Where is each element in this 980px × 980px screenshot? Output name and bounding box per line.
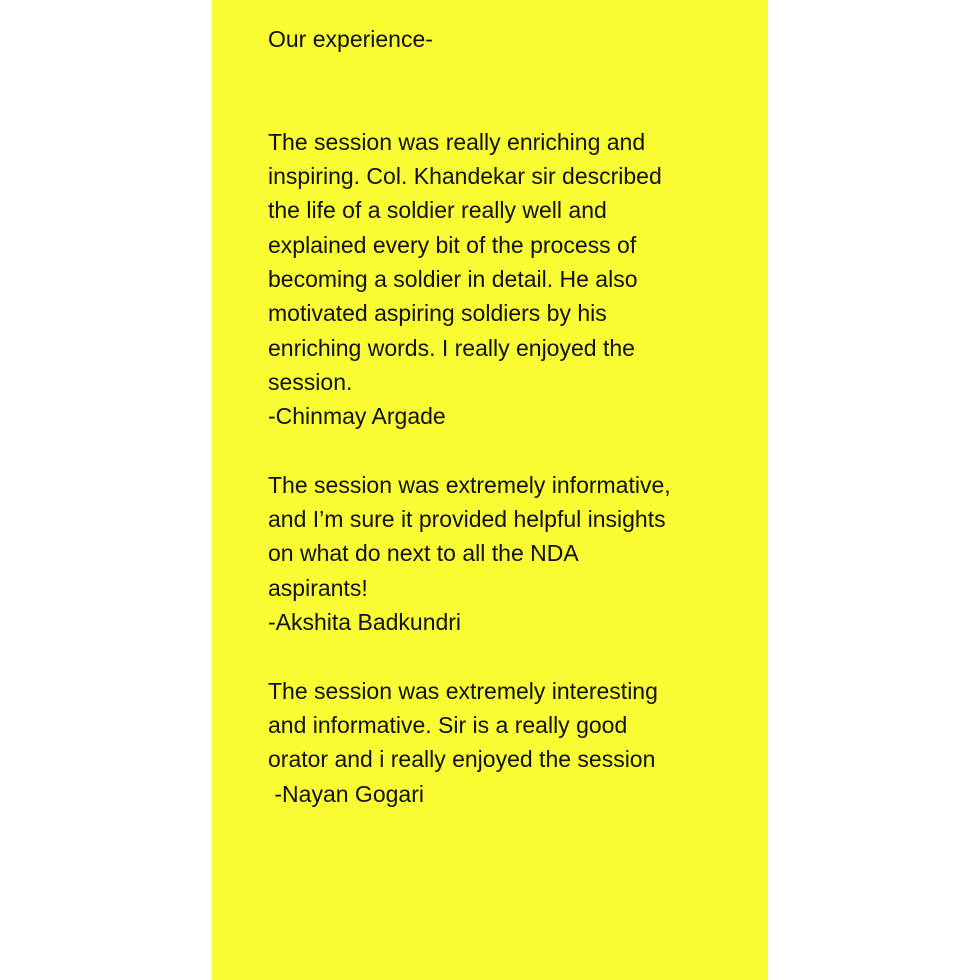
spacer: [268, 639, 738, 673]
testimonial-line: motivated aspiring soldiers by his: [268, 300, 607, 327]
testimonial-3: [268, 674, 738, 811]
testimonial-line: the life of a soldier really well and: [268, 197, 607, 224]
testimonial-line: aspirants!: [268, 574, 368, 601]
testimonial-line: The session was extremely interesting: [268, 677, 658, 704]
testimonial-2: [268, 468, 738, 639]
testimonial-line: enriching words. I really enjoyed the: [268, 334, 635, 361]
heading: Our experience-: [268, 26, 433, 52]
spacer: [268, 56, 738, 90]
testimonial-line: inspiring. Col. Khandekar sir described: [268, 163, 662, 190]
testimonial-author: -Nayan Gogari: [268, 780, 424, 807]
testimonial-line: becoming a soldier in detail. He also: [268, 266, 638, 293]
testimonial-line: and informative. Sir is a really good: [268, 711, 628, 738]
spacer: [268, 91, 738, 125]
testimonial-line: The session was really enriching and: [268, 128, 646, 155]
testimonial-1: [268, 125, 738, 434]
testimonial-line: orator and i really enjoyed the session: [268, 746, 656, 773]
testimonial-line: session.: [268, 368, 353, 395]
spacer: [268, 434, 738, 468]
testimonial-line: and I’m sure it provided helpful insights: [268, 506, 666, 533]
testimonial-line: The session was extremely informative,: [268, 471, 671, 498]
testimonial-author: -Akshita Badkundri: [268, 609, 462, 636]
testimonial-line: on what do next to all the NDA: [268, 540, 579, 567]
testimonial-line: explained every bit of the process of: [268, 231, 637, 258]
testimonial-content: [268, 22, 738, 811]
testimonial-author: -Chinmay Argade: [268, 403, 446, 430]
